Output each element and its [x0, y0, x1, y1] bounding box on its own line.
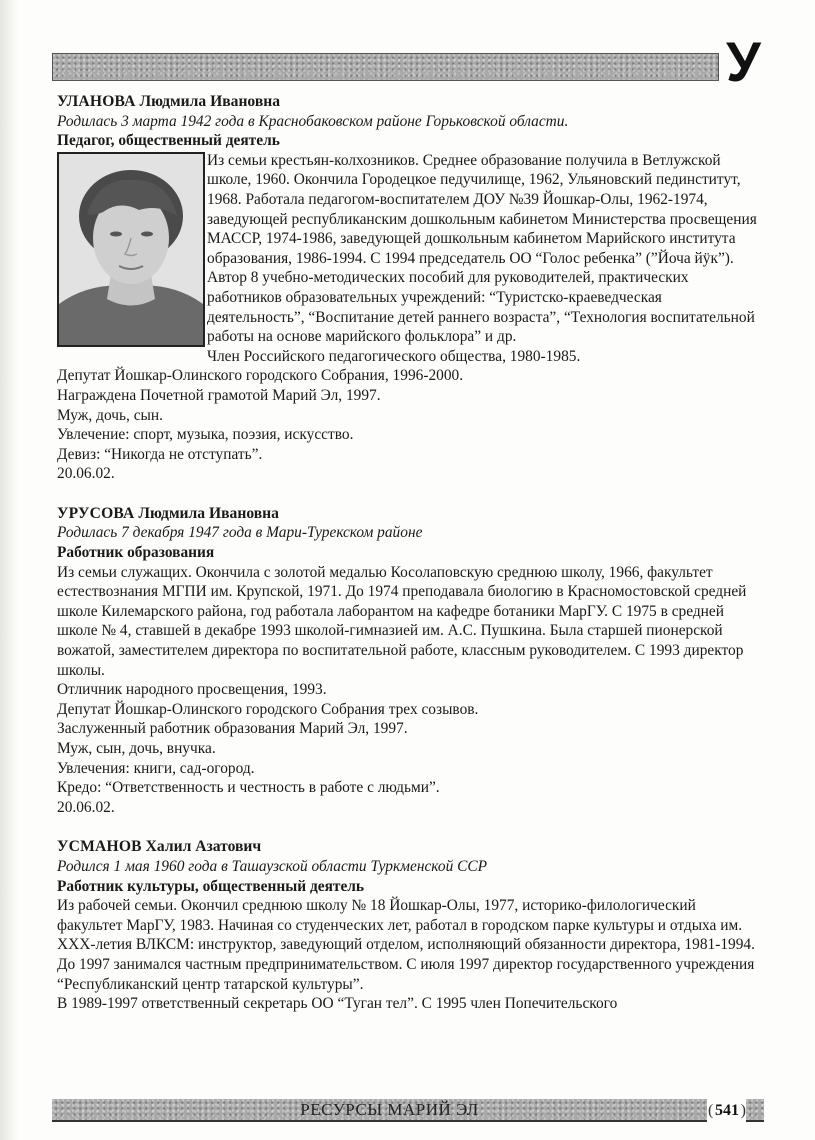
biography-paragraph: Из семьи служащих. Окончила с золотой медалью Косолаповскую среднюю школу, 1966, факультет естествознания МГПИ им. Крупской, 1971. До 1974 преподавала биологию в Красномостовской средней школе Килемарского района, год работала лаборантом на кафедре ботаники МарГУ. С 1975 в средней школе № 4, ставшей в декабре 1993 школой-гимназией им. А.С. Пушкина. Была старшей пионерской вожатой, заместителем директора по воспитательной работе, классным руководителем. С 1993 директор школы.	[57, 563, 747, 679]
biography-paragraph: Девиз: “Никогда не отступать”.	[57, 445, 263, 463]
biography-paragraph: В 1989-1997 ответственный секретарь ОО “Туган тел”. С 1995 член Попечительского	[57, 995, 618, 1013]
person-given-names: Халил Азатович	[145, 838, 262, 856]
header-bar	[52, 53, 719, 81]
publication-title: РЕСУРСЫ МАРИЙ ЭЛ	[300, 1099, 479, 1119]
person-surname: УСМАНОВ	[57, 838, 142, 856]
document-body	[57, 92, 757, 1014]
biography-paragraph: Муж, сын, дочь, внучка.	[57, 740, 216, 757]
biography-paragraph: Увлечения: книги, сад-огород.	[57, 759, 255, 777]
biography-paragraph: Депутат Йошкар-Олинского городского Собрания, 1996-2000.	[57, 367, 464, 385]
entry-date: 20.06.02.	[57, 798, 115, 816]
portrait-photo	[57, 152, 205, 347]
person-given-names: Людмила Ивановна	[139, 93, 281, 110]
biography-paragraph: Из семьи крестьян-колхозников. Среднее образование получила в Ветлужской школе, 1960. Окончила Городецкое педучилище, 1962, Ульяновский пединститут, 1968. Работала педагогом-воспитателем ДОУ №39 Йошкар-Олы, 1962-1974, заведующей республиканским дошкольным кабинетом Министерства просвещения МАССР, 1974-1986, заведующей дошкольным кабинетом Марийского института образования, 1986-1994. С 1994 председатель ОО “Голос ребенка” (”Йоча йӱк”).	[207, 151, 757, 267]
biography-paragraph: Депутат Йошкар-Олинского городского Собрания трех созывов.	[57, 700, 479, 718]
person-name	[57, 504, 757, 524]
birth-info: Родилась 7 декабря 1947 года в Мари-Турекском районе	[57, 524, 423, 542]
footer-bar	[52, 1099, 707, 1122]
section-letter: У	[726, 30, 761, 93]
biography-paragraph: Заслуженный работник образования Марий Эл, 1997.	[57, 720, 408, 738]
biography-paragraph: Автор 8 учебно-методических пособий для руководителей, практических работников образовательных учреждений: “Туристско-краеведческая деятельность”, “Воспитание детей раннего возраста”, “Технология воспитательной работы на основе марийского фольклора” и др.	[207, 269, 755, 346]
biography-entry	[57, 92, 757, 484]
biography-paragraph: Награждена Почетной грамотой Марий Эл, 1997.	[57, 386, 381, 404]
birth-info: Родился 1 мая 1960 года в Ташаузской области Туркменской ССР	[57, 857, 488, 875]
occupation: Работник образования	[57, 544, 215, 562]
person-name	[57, 92, 757, 112]
occupation: Работник культуры, общественный деятель	[57, 877, 365, 895]
biography-paragraph: Отличник народного просвещения, 1993.	[57, 681, 327, 699]
person-surname: УРУСОВА	[57, 504, 135, 522]
biography-paragraph: Муж, дочь, сын.	[57, 406, 163, 424]
portrait-image-icon	[59, 154, 203, 345]
biography-paragraph: Из рабочей семьи. Окончил среднюю школу № 18 Йошкар-Олы, 1977, историко-филологический факультет МарГУ, 1983. Начиная со студенческих лет, работал в городском парке культуры и отдыха им. ХХХ-летия ВЛКСМ: инструктор, заведующий отделом, исполняющий обязанности директора, 1981-1994. До 1997 занимался частным предпринимательством. С июля 1997 директор государственного учреждения “Республиканский центр татарской культуры”.	[57, 897, 755, 993]
occupation: Педагог, общественный деятель	[57, 132, 280, 150]
person-name	[57, 837, 757, 857]
page-number: ( 541 )	[708, 1099, 746, 1122]
biography-paragraph: Член Российского педагогического общества, 1980-1985.	[207, 347, 581, 365]
biography-entry	[57, 837, 757, 1013]
birth-info: Родилась 3 марта 1942 года в Краснобаковском районе Горьковской области.	[57, 112, 569, 130]
page-edge-shadow	[0, 0, 18, 1140]
footer-bar-end	[746, 1099, 764, 1122]
entry-date: 20.06.02.	[57, 465, 115, 483]
biography-entry	[57, 504, 757, 818]
person-surname: УЛАНОВА	[57, 93, 136, 110]
biography-paragraph: Кредо: “Ответственность и честность в работе с людьми”.	[57, 779, 440, 797]
person-given-names: Людмила Ивановна	[138, 504, 279, 522]
biography-paragraph: Увлечение: спорт, музыка, поэзия, искусство.	[57, 426, 354, 444]
